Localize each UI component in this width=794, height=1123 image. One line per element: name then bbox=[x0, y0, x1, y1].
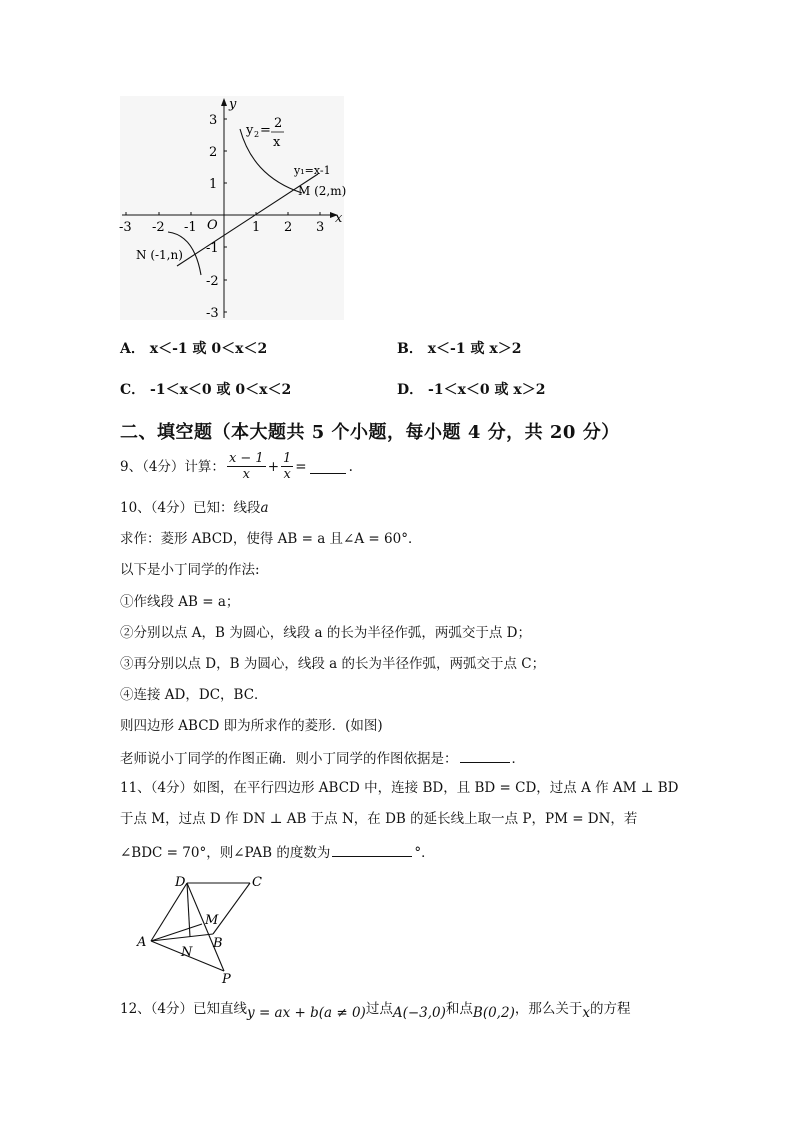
point-m-label: M (2,m) bbox=[298, 184, 347, 198]
label-a: A bbox=[137, 935, 147, 950]
q10-teacher-line bbox=[120, 748, 525, 768]
q9-answer-blank[interactable] bbox=[310, 459, 346, 474]
q9-plus: + bbox=[267, 458, 280, 475]
q12-point-a: A(−3,0) bbox=[392, 1005, 446, 1021]
q9-fraction-1-den: x bbox=[242, 467, 250, 482]
q10-step-4: ④连接 AD，DC，BC． bbox=[120, 687, 268, 703]
q12-mid-3: ，那么关于 bbox=[514, 1001, 583, 1017]
q9-fraction-1 bbox=[227, 451, 266, 482]
q10-prefix: 10、（4分）已知：线段 bbox=[120, 500, 261, 516]
segment-cb bbox=[213, 883, 250, 934]
y2-label-num: 2 bbox=[274, 116, 283, 131]
q11-line-3-end: °． bbox=[414, 845, 435, 861]
q12-equation: y = ax + b(a ≠ 0) bbox=[247, 1005, 366, 1021]
q10-line-3: 以下是小丁同学的作法: bbox=[120, 562, 260, 578]
choice-a[interactable]: A． x＜-1 或 0＜x＜2 bbox=[120, 341, 268, 357]
x-tick-label: 1 bbox=[252, 220, 261, 235]
x-axis-label: x bbox=[335, 211, 343, 226]
y2-label-prefix: y bbox=[246, 123, 254, 138]
question-12 bbox=[120, 1000, 631, 1021]
parallelogram-figure bbox=[132, 870, 282, 992]
q11-line-1: 11、（4分）如图，在平行四边形 ABCD 中，连接 BD，且 BD = CD，过点 A 作 AM ⊥ BD bbox=[120, 780, 679, 796]
label-c: C bbox=[252, 875, 262, 890]
q11-line-3-text: ∠BDC = 70°，则∠PAB 的度数为 bbox=[120, 845, 331, 861]
label-b: B bbox=[213, 936, 223, 951]
q12-mid-2: 和点 bbox=[445, 1001, 473, 1017]
q11-line-2: 于点 M，过点 D 作 DN ⊥ AB 于点 N，在 DB 的延长线上取一点 P，PM = DN，若 bbox=[120, 811, 638, 827]
x-tick-label: -2 bbox=[152, 220, 165, 235]
y2-label-sub: 2 bbox=[254, 130, 260, 139]
q9-end: . bbox=[348, 458, 353, 475]
label-p: P bbox=[222, 972, 231, 987]
y-tick-label: 3 bbox=[209, 113, 218, 128]
q10-line-1 bbox=[120, 499, 269, 517]
q11-answer-blank[interactable] bbox=[332, 842, 412, 857]
q12-prefix: 12、（4分）已知直线 bbox=[120, 1001, 248, 1017]
q10-step-3: ③再分别以点 D，B 为圆心，线段 a 的长为半径作弧，两弧交于点 C； bbox=[120, 656, 546, 672]
y1-label: y₁=x-1 bbox=[294, 164, 331, 177]
q10-segment-a: a bbox=[260, 500, 269, 516]
y2-label-den: x bbox=[273, 135, 281, 150]
q11-line-3 bbox=[120, 842, 435, 862]
q12-end: 的方程 bbox=[589, 1001, 631, 1017]
q10-step-1: ①作线段 AB = a； bbox=[120, 594, 240, 610]
y-tick-label: -3 bbox=[206, 306, 219, 321]
origin-label: O bbox=[207, 218, 218, 233]
y-tick-label: -2 bbox=[206, 274, 219, 289]
y-axis-label: y bbox=[229, 97, 237, 112]
q9-eq: = bbox=[295, 458, 307, 475]
y-tick-label: 2 bbox=[209, 145, 218, 160]
q9-fraction-2-num: 1 bbox=[283, 451, 292, 466]
label-m: M bbox=[205, 913, 219, 928]
choice-c[interactable]: C． -1＜x＜0 或 0＜x＜2 bbox=[120, 382, 292, 398]
y-tick-label: 1 bbox=[209, 177, 218, 192]
choice-d[interactable]: D． -1＜x＜0 或 x＞2 bbox=[397, 382, 546, 398]
x-tick-label: -1 bbox=[184, 220, 197, 235]
segment-da bbox=[151, 883, 187, 941]
q9-fraction-1-num: x − 1 bbox=[228, 451, 264, 466]
q12-var-x: x bbox=[582, 1005, 590, 1021]
x-tick-label: 3 bbox=[316, 220, 325, 235]
section-title: 二、填空题（本大题共 5 个小题，每小题 4 分，共 20 分） bbox=[120, 422, 620, 443]
q9-prefix: 9、（4分）计算： bbox=[120, 458, 225, 475]
y-tick-label: -1 bbox=[206, 241, 219, 256]
question-9 bbox=[120, 451, 353, 482]
q9-fraction-2-den: x bbox=[283, 467, 291, 482]
q10-teacher-end: ． bbox=[511, 751, 525, 767]
q10-answer-blank[interactable] bbox=[460, 748, 510, 763]
label-d: D bbox=[175, 875, 186, 890]
q10-line-2: 求作：菱形 ABCD，使得 AB = a 且∠A = 60°． bbox=[120, 531, 422, 547]
choice-b[interactable]: B． x＜-1 或 x＞2 bbox=[397, 341, 522, 357]
y2-label-eq: = bbox=[260, 123, 271, 138]
x-tick-label: -3 bbox=[119, 220, 132, 235]
q12-point-b: B(0,2) bbox=[472, 1005, 515, 1021]
label-n: N bbox=[181, 945, 193, 960]
q10-conclusion: 则四边形 ABCD 即为所求作的菱形．(如图) bbox=[120, 718, 383, 734]
function-graph bbox=[116, 94, 348, 324]
q10-teacher-text: 老师说小丁同学的作图正确．则小丁同学的作图依据是： bbox=[120, 751, 458, 767]
q10-step-2: ②分别以点 A，B 为圆心，线段 a 的长为半径作弧，两弧交于点 D； bbox=[120, 625, 531, 641]
point-n-label: N (-1,n) bbox=[136, 248, 183, 262]
x-tick-label: 2 bbox=[284, 220, 293, 235]
q12-mid-1: 过点 bbox=[365, 1001, 393, 1017]
q9-fraction-2 bbox=[281, 451, 293, 482]
